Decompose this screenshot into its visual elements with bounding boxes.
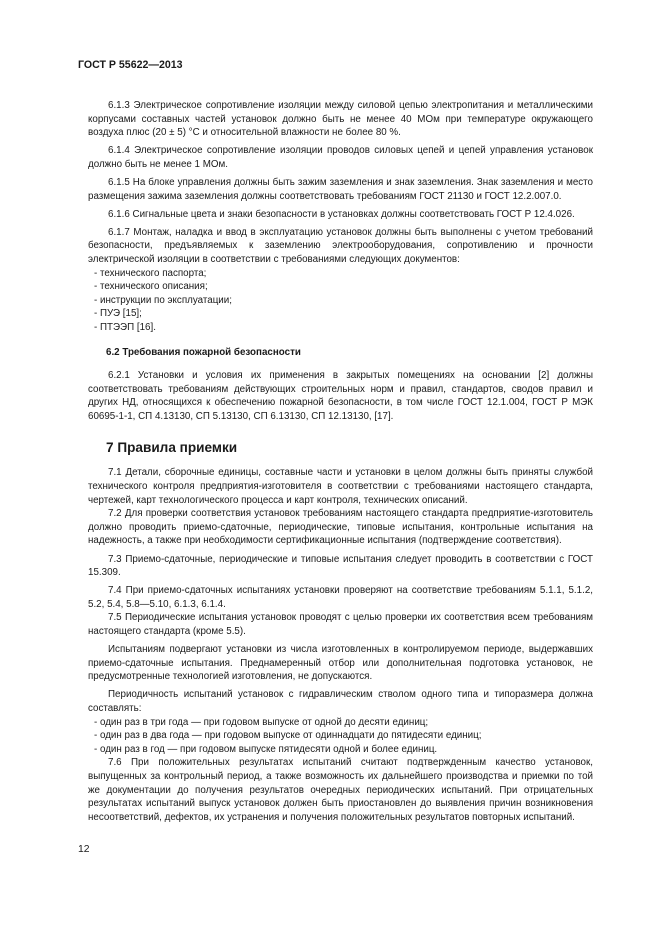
paragraph-6-1-4: 6.1.4 Электрическое сопротивление изоляции проводов силовых цепей и цепей управления установок должно быть не менее 1 МОм. <box>88 145 593 170</box>
list-item: - один раз в год — при годовом выпуске пятидесяти одной и более единиц. <box>94 743 438 755</box>
section-heading-7: 7 Правила приемки <box>106 440 238 456</box>
paragraph-7-5: 7.5 Периодические испытания установок проводят с целью проверки их соответствия всем требованиям настоящего стандарта (кроме 5.5). <box>88 612 593 637</box>
list-item: - ПТЭЭП [16]. <box>94 321 156 333</box>
page-content <box>88 99 593 824</box>
paragraph-7-4: 7.4 При приемо-сдаточных испытаниях установки проверяют на соответствие требованиям 5.1.1, 5.1.2, 5.2, 5.4, 5.8—5.10, 6.1.3, 6.1.4. <box>88 585 593 610</box>
subsection-heading-6-2: 6.2 Требования пожарной безопасности <box>106 346 301 358</box>
paragraph-6-1-6: 6.1.6 Сигнальные цвета и знаки безопасности в установках должны соответствовать ГОСТ Р 12.4.026. <box>108 208 575 220</box>
list-item: - один раз в три года — при годовом выпуске от одной до десяти единиц; <box>94 716 429 728</box>
paragraph-7-5-periodicity: Периодичность испытаний установок с гидравлическим стволом одного типа и типоразмера должна составлять: <box>88 689 593 714</box>
list-item: - ПУЭ [15]; <box>94 308 142 320</box>
list-item: - технического паспорта; <box>94 267 207 279</box>
list-item: - один раз в два года — при годовом выпуске от одиннадцати до пятидесяти единиц; <box>94 730 482 742</box>
paragraph-7-5-selection: Испытаниям подвергают установки из числа изготовленных в контролируемом периоде, выдержавших приемо-сдаточные испытания. Преднамеренный отбор или дополнительная подготовка установок, не предусмотренные технологией изготовления, не допускаются. <box>88 644 593 683</box>
page-number: 12 <box>78 844 90 855</box>
paragraph-6-1-5: 6.1.5 На блоке управления должны быть зажим заземления и знак заземления. Знак заземления и место размещения зажима заземления должны соответствовать требованиям ГОСТ 21130 и ГОСТ 12.2.007.0. <box>88 176 593 202</box>
paragraph-7-3: 7.3 Приемо-сдаточные, периодические и типовые испытания следует проводить в соответствии с ГОСТ 15.309. <box>88 553 593 579</box>
paragraph-6-1-3: 6.1.3 Электрическое сопротивление изоляции между силовой цепью электропитания и металлическими корпусами составных частей установок должно быть не менее 40 МОм при температуре окружающего воздуха плюс (20 ± 5) °С и относительной влажности не более 80 %. <box>88 100 593 139</box>
paragraph-6-2-1: 6.2.1 Установки и условия их применения в закрытых помещениях на основании [2] должны соответствовать требованиям действующих строительных норм и правил, стандартов, сводов правил и других НД, относящихся к обеспечению пожарной безопасности, в том числе ГОСТ 12.1.004, ГОСТ Р МЭК 60695-1-1, СП 4.13130, СП 5.13130, СП 6.13130, СП 12.13130, [17]. <box>88 370 593 422</box>
paragraph-6-1-7: 6.1.7 Монтаж, наладка и ввод в эксплуатацию установок должны быть выполнены с учетом требований безопасности, предъявляемых к заземлению электрооборудования, сопротивлению и прочности электрической изоляции в соответствии с требованиями следующих документов: <box>88 226 593 265</box>
document-header: ГОСТ Р 55622—2013 <box>78 59 183 71</box>
paragraph-7-2: 7.2 Для проверки соответствия установок требованиям настоящего стандарта предприятие-изготовитель должно проводить приемо-сдаточные, периодические, типовые испытания, контрольные испытания на надежность, а также при необходимости сертификационные испытания (подтверждение соответствия). <box>88 508 593 547</box>
paragraph-7-6: 7.6 При положительных результатах испытаний считают подтвержденным качество установок, выпущенных за контрольный период, а также возможность их дальнейшего производства и приемки по той же документации до получения результатов очередных периодических испытаний. При отрицательных результатах испытаний выпуск установок должен быть приостановлен до выявления причин возникновения несоответствий, дефектов, их устранения и получения положительных результатов повторных испытаний. <box>88 757 593 823</box>
paragraph-7-1: 7.1 Детали, сборочные единицы, составные части и установки в целом должны быть приняты службой технического контроля предприятия-изготовителя в соответствии с требованиями настоящего стандарта, чертежей, карт технологического процесса и карт контроля, технических описаний. <box>88 467 593 506</box>
list-item: - технического описания; <box>94 281 208 293</box>
list-item: - инструкции по эксплуатации; <box>94 294 232 306</box>
